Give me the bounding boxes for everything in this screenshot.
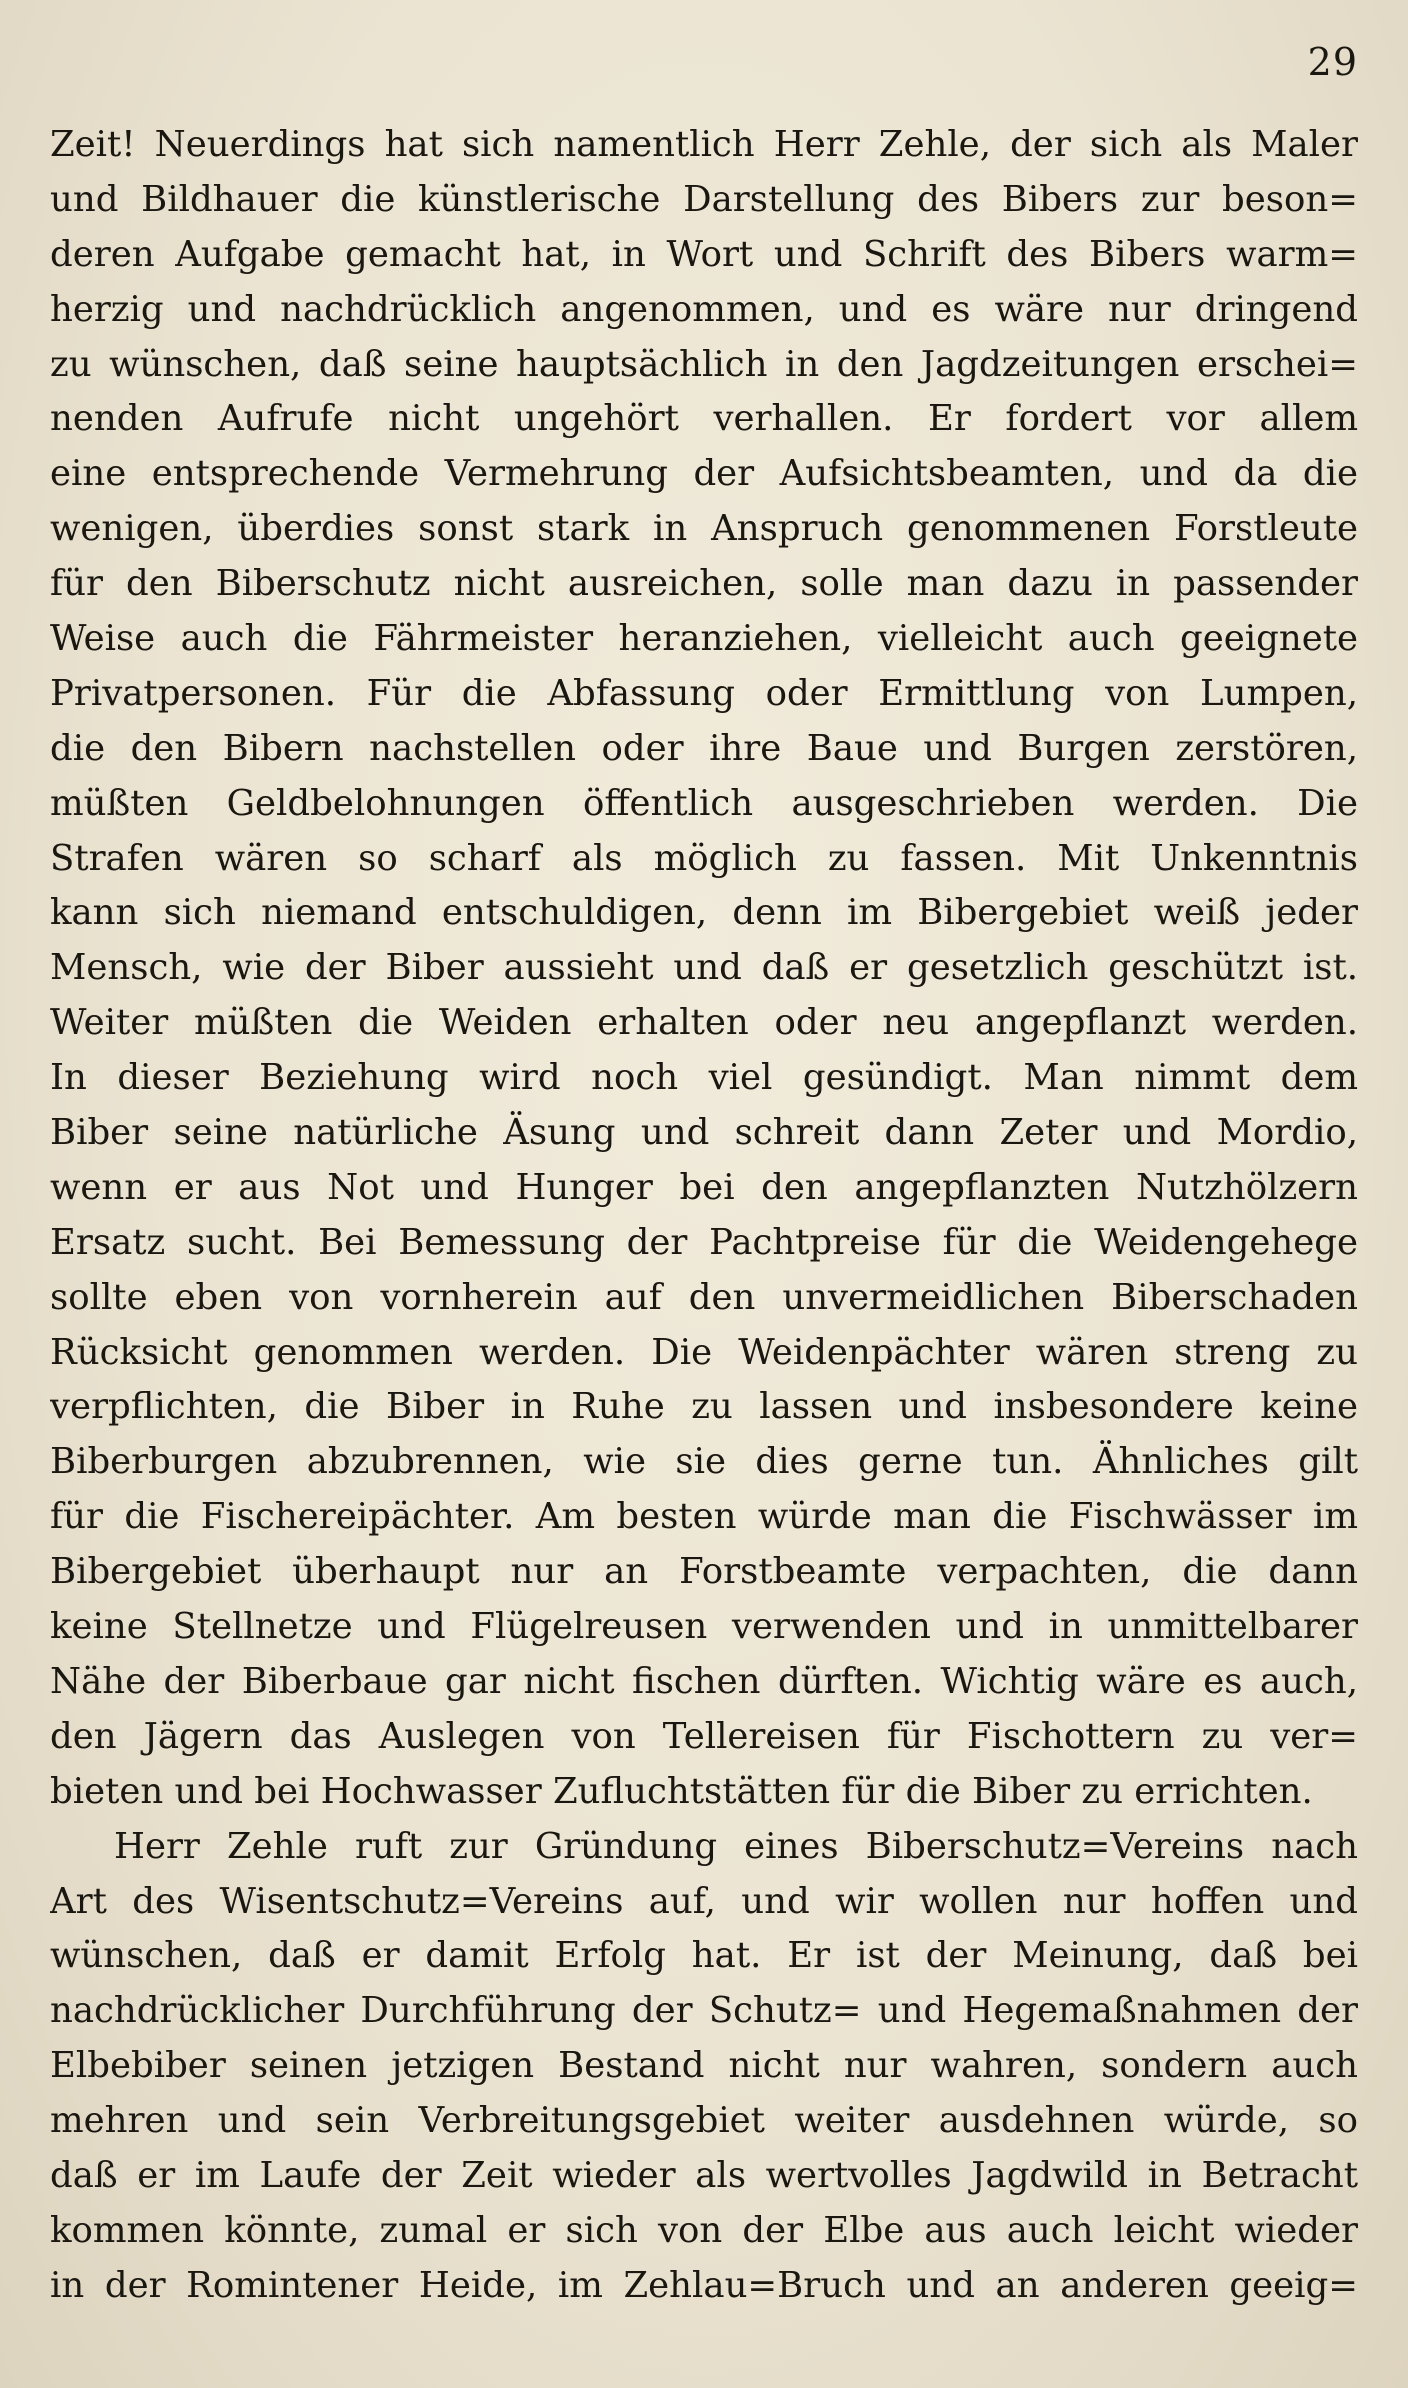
text-line: zu wünschen, daß seine hauptsächlich in den Jagdzeitungen erschei=	[50, 343, 1358, 385]
text-line: Strafen wären so scharf als möglich zu fassen. Mit Unkenntnis	[50, 837, 1358, 879]
text-line: herzig und nachdrücklich angenommen, und es wäre nur dringend	[50, 288, 1358, 330]
text-line: wenn er aus Not und Hunger bei den angepflanzten Nutzhölzern	[50, 1166, 1358, 1208]
text-line: die den Bibern nachstellen oder ihre Baue und Burgen zerstören,	[50, 727, 1358, 769]
body-text	[50, 118, 1358, 2314]
text-line: keine Stellnetze und Flügelreusen verwenden und in unmittelbarer	[50, 1606, 1358, 1648]
text-line: nachdrücklicher Durchführung der Schutz= und Hegemaßnahmen der	[50, 1990, 1358, 2032]
text-line: für die Fischereipächter. Am besten würde man die Fischwässer im	[50, 1496, 1358, 1538]
text-line: Nähe der Biberbaue gar nicht fischen dürften. Wichtig wäre es auch,	[50, 1660, 1358, 1702]
text-line: In dieser Beziehung wird noch viel gesündigt. Man nimmt dem	[50, 1057, 1358, 1099]
text-line: nenden Aufrufe nicht ungehört verhallen. Er fordert vor allem	[50, 398, 1358, 440]
text-line: für den Biberschutz nicht ausreichen, solle man dazu in passender	[50, 563, 1358, 605]
text-line: Biberburgen abzubrennen, wie sie dies gerne tun. Ähnliches gilt	[50, 1441, 1358, 1483]
text-line: Ersatz sucht. Bei Bemessung der Pachtpreise für die Weidengehege	[50, 1221, 1358, 1263]
text-line: Mensch, wie der Biber aussieht und daß er gesetzlich geschützt ist.	[50, 947, 1358, 989]
text-line: Weise auch die Fährmeister heranziehen, vielleicht auch geeignete	[50, 618, 1358, 660]
text-line: und Bildhauer die künstlerische Darstellung des Bibers zur beson=	[50, 178, 1358, 220]
text-line: Herr Zehle ruft zur Gründung eines Biberschutz=Vereins nach	[114, 1825, 1358, 1867]
text-line: daß er im Laufe der Zeit wieder als wertvolles Jagdwild in Betracht	[50, 2154, 1358, 2196]
text-line: Zeit! Neuerdings hat sich namentlich Herr Zehle, der sich als Maler	[50, 124, 1358, 165]
text-line: müßten Geldbelohnungen öffentlich ausgeschrieben werden. Die	[50, 782, 1358, 824]
text-line: in der Romintener Heide, im Zehlau=Bruch und an anderen geeig=	[50, 2264, 1358, 2306]
text-line: Weiter müßten die Weiden erhalten oder neu angepflanzt werden.	[50, 1002, 1358, 1044]
text-line: bieten und bei Hochwasser Zufluchtstätten für die Biber zu errichten.	[50, 1770, 1313, 1812]
text-line: mehren und sein Verbreitungsgebiet weiter ausdehnen würde, so	[50, 2100, 1358, 2142]
text-line: Bibergebiet überhaupt nur an Forstbeamte verpachten, die dann	[50, 1551, 1358, 1593]
text-line: Art des Wisentschutz=Vereins auf, und wir wollen nur hoffen und	[50, 1880, 1358, 1922]
text-line: eine entsprechende Vermehrung der Aufsichtsbeamten, und da die	[50, 453, 1358, 495]
page-number: 29	[1307, 40, 1358, 84]
text-line: kommen könnte, zumal er sich von der Elbe aus auch leicht wieder	[50, 2209, 1358, 2251]
text-line: sollte eben von vornherein auf den unvermeidlichen Biberschaden	[50, 1276, 1358, 1318]
text-line: kann sich niemand entschuldigen, denn im Bibergebiet weiß jeder	[50, 892, 1358, 934]
text-line: Elbebiber seinen jetzigen Bestand nicht nur wahren, sondern auch	[50, 2045, 1358, 2087]
text-line: Privatpersonen. Für die Abfassung oder Ermittlung von Lumpen,	[50, 672, 1358, 714]
text-line: Biber seine natürliche Äsung und schreit dann Zeter und Mordio,	[50, 1112, 1358, 1154]
text-line: den Jägern das Auslegen von Tellereisen für Fischottern zu ver=	[50, 1715, 1358, 1757]
text-line: Rücksicht genommen werden. Die Weidenpächter wären streng zu	[50, 1331, 1358, 1373]
text-line: verpflichten, die Biber in Ruhe zu lassen und insbesondere keine	[50, 1386, 1358, 1428]
text-line: wünschen, daß er damit Erfolg hat. Er ist der Meinung, daß bei	[50, 1935, 1358, 1977]
text-line: wenigen, überdies sonst stark in Anspruch genommenen Forstleute	[50, 508, 1358, 550]
text-line: deren Aufgabe gemacht hat, in Wort und Schrift des Bibers warm=	[50, 233, 1358, 275]
